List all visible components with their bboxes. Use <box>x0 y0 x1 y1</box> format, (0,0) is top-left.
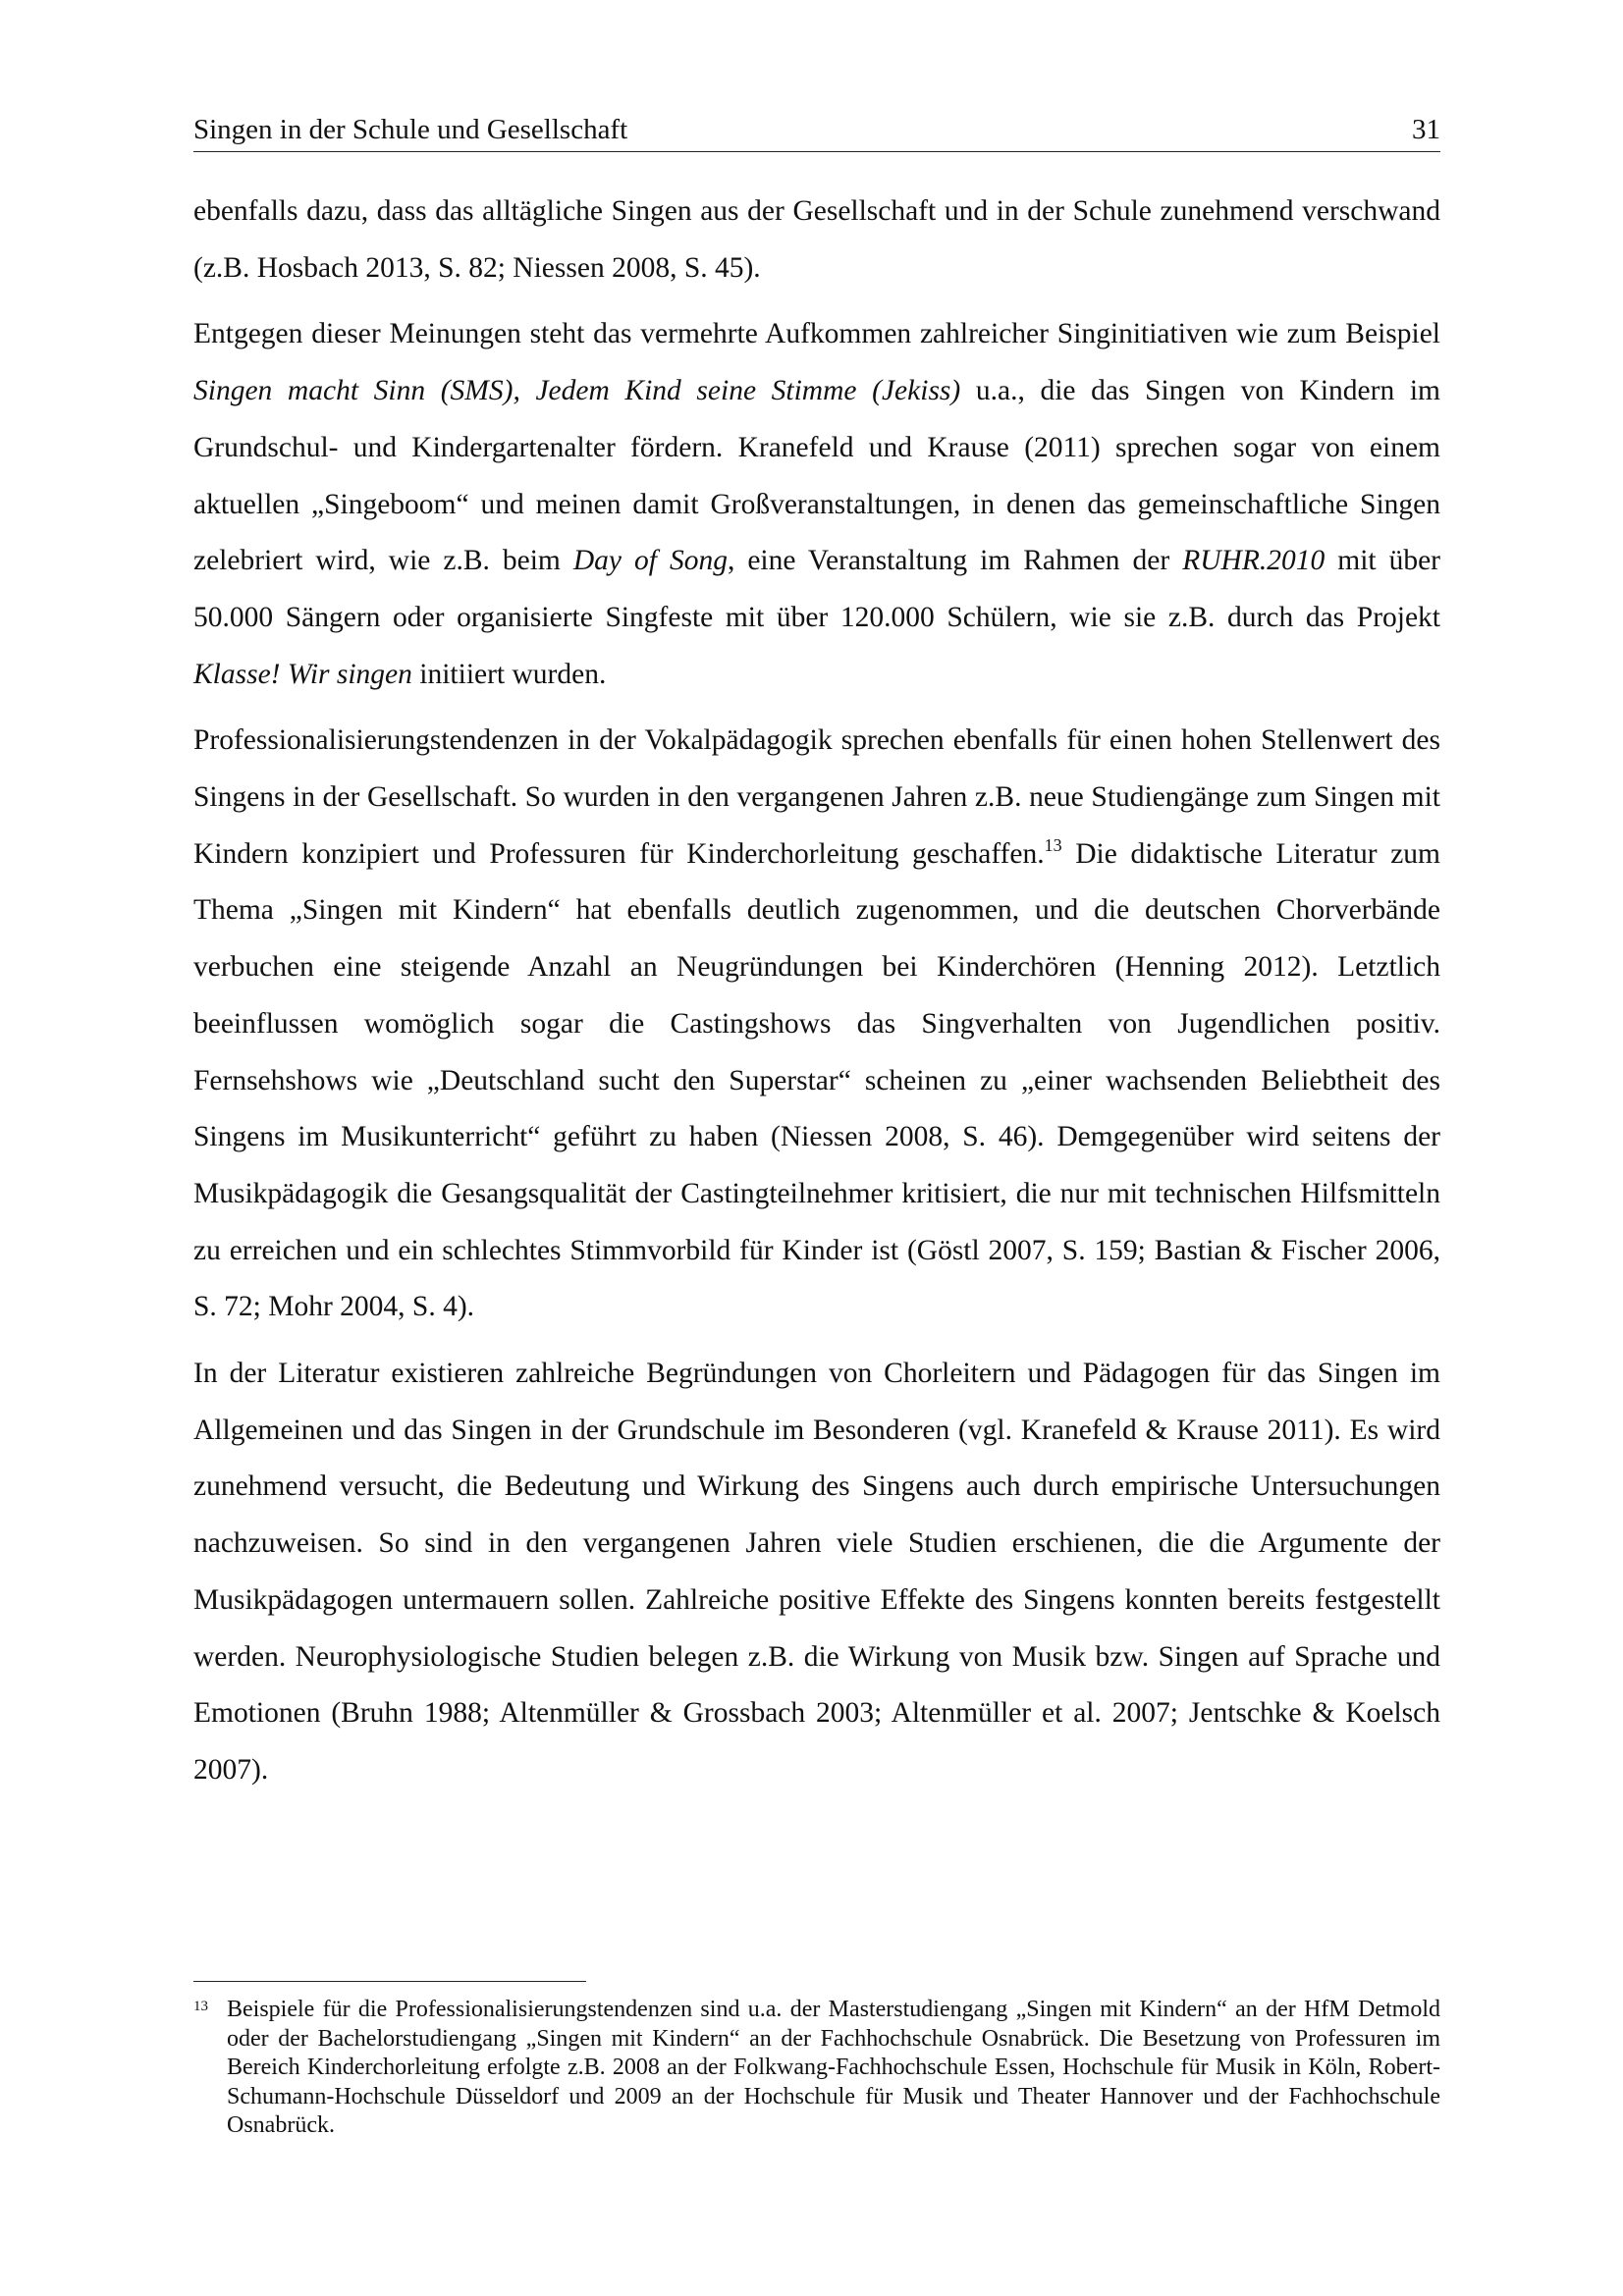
paragraph-2-italic-ruhr: RUHR.2010 <box>1182 545 1325 577</box>
page-number: 31 <box>1412 114 1440 145</box>
paragraph-1-text: ebenfalls dazu, dass das alltägliche Singen aus der Gesellschaft und in der Schule zunehmend verschwand (z.B. Hosbach 2013, S. 82; Niessen 2008, S. 45). <box>193 195 1440 284</box>
paragraph-2-italic-day-of-song: Day of Song <box>572 545 728 577</box>
footnote-text: Beispiele für die Professionalisierungstendenzen sind u.a. der Masterstudiengang „Singen mit Kindern“ an der HfM Detmold oder der Bachelorstudiengang „Singen mit Kindern“ an der Fachhochschule Osnabrück. Die Besetzung von Professuren im Bereich Kinderchorleitung erfolgte z.B. 2008 an der Folkwang-Fachhochschule Essen, Hochschule für Musik in Köln, Robert-Schumann-Hochschule Düsseldorf und 2009 an der Hochschule für Musik und Theater Hannover und der Fachhochschule Osnabrück. <box>227 1997 1440 2138</box>
paragraph-3 <box>193 713 1440 1336</box>
footnote <box>193 1996 1440 2141</box>
paragraph-3-text-2: Die didaktische Literatur zum Thema „Singen mit Kindern“ hat ebenfalls deutlich zugenommen, und die deutschen Chorverbände verbuchen eine steigende Anzahl an Neugründungen bei Kinderchören (Henning 2012). Letztlich beeinflussen womöglich sogar die Castingshows das Singverhalten von Jugendlichen positiv. Fernsehshows wie „Deutschland sucht den Superstar“ scheinen zu „einer wachsenden Beliebtheit des Singens im Musikunterricht“ geführt zu haben (Niessen 2008, S. 46). Demgegenüber wird seitens der Musikpädagogik die Gesangsqualität der Castingteilnehmer kritisiert, die nur mit technischen Hilfsmitteln zu erreichen und ein schlechtes Stimmvorbild für Kinder ist (Göstl 2007, S. 159; Bastian & Fischer 2006, S. 72; Mohr 2004, S. 4). <box>193 837 1440 1323</box>
body-text <box>193 184 1440 1809</box>
paragraph-4 <box>193 1346 1440 1799</box>
running-header-title: Singen in der Schule und Gesellschaft <box>193 114 628 145</box>
footnote-reference[interactable]: 13 <box>1044 834 1062 855</box>
paragraph-2-text-2: u.a., die das Singen von Kindern im Grundschul- und Kindergartenalter fördern. Kranefeld und Krause (2011) sprechen sogar von einem aktuellen „Singeboom“ und meinen damit Großveranstaltungen, in denen das gemeinschaftliche Singen zelebriert wird, wie z.B. beim <box>193 375 1440 577</box>
paragraph-2-italic-initiatives: Singen macht Sinn (SMS), Jedem Kind seine Stimme (Jekiss) <box>193 375 961 407</box>
footnote-divider <box>193 1981 586 1982</box>
paragraph-2 <box>193 306 1440 703</box>
running-header <box>193 108 1440 152</box>
paragraph-2-italic-klasse: Klasse! Wir singen <box>193 658 412 690</box>
paragraph-4-text: In der Literatur existieren zahlreiche Begründungen von Chorleitern und Pädagogen für das Singen im Allgemeinen und das Singen in der Grundschule im Besonderen (vgl. Kranefeld & Krause 2011). Es wird zunehmend versucht, die Bedeutung und Wirkung des Singens auch durch empirische Untersuchungen nachzuweisen. So sind in den vergangenen Jahren viele Studien erschienen, die die Argumente der Musikpädagogen untermauern sollen. Zahlreiche positive Effekte des Singens konnten bereits festgestellt werden. Neurophysiologische Studien belegen z.B. die Wirkung von Musik bzw. Singen auf Sprache und Emotionen (Bruhn 1988; Altenmüller & Grossbach 2003; Altenmüller et al. 2007; Jentschke & Koelsch 2007). <box>193 1358 1440 1786</box>
paragraph-3-text-1: Professionalisierungstendenzen in der Vokalpädagogik sprechen ebenfalls für einen hohen Stellenwert des Singens in der Gesellschaft. So wurden in den vergangenen Jahren z.B. neue Studiengänge zum Singen mit Kindern konzipiert und Professuren für Kinderchorleitung geschaffen. <box>193 724 1440 870</box>
paragraph-2-text-1: Entgegen dieser Meinungen steht das vermehrte Aufkommen zahlreicher Singinitiativen wie zum Beispiel <box>193 318 1440 350</box>
paragraph-2-text-5: initiiert wurden. <box>411 658 607 690</box>
paragraph-1 <box>193 184 1440 296</box>
paragraph-2-text-4: mit über 50.000 Sängern oder organisierte Singfeste mit über 120.000 Schülern, wie sie z.B. durch das Projekt <box>193 545 1440 633</box>
footnote-mark: 13 <box>193 1999 208 2014</box>
paragraph-2-text-3: , eine Veranstaltung im Rahmen der <box>727 545 1183 577</box>
